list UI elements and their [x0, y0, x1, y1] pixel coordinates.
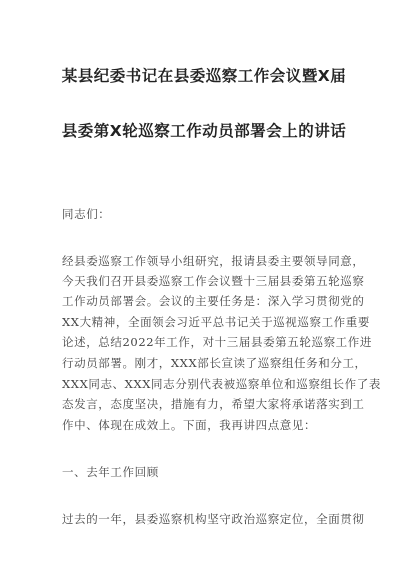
paragraph-line: 行动员部署。刚才，XXX部长宣读了巡察组任务和分工， — [62, 356, 367, 370]
paragraph-line: 经县委巡察工作领导小组研究，报请县委主要领导同意， — [62, 254, 365, 268]
section-heading: 一、去年工作回顾 — [62, 465, 159, 479]
paragraph-line: XX大精神，全面领会习近平总书记关于巡视巡察工作重要 — [62, 315, 370, 329]
paragraph-line: 工作动员部署会。会议的主要任务是：深入学习贯彻党的 — [62, 294, 365, 308]
paragraph-line: 今天我们召开县委巡察工作会议暨十三届县委第五轮巡察 — [62, 274, 365, 288]
paragraph-line: XXX同志、XXX同志分别代表被巡察单位和巡察组长作了表 — [62, 377, 381, 391]
document-title-line-2: 县委第X轮巡察工作动员部署会上的讲话 — [61, 122, 347, 140]
document-title-line-1: 某县纪委书记在县委巡察工作会议暨X届 — [61, 67, 347, 85]
paragraph-line: 作中、体现在成效上。下面，我再讲四点意见： — [62, 418, 317, 432]
paragraph-line: 论述，总结2022年工作，对十三届县委第五轮巡察工作进 — [62, 335, 372, 349]
paragraph-line: 过去的一年，县委巡察机构坚守政治巡察定位，全面贯彻 — [62, 512, 365, 526]
salutation: 同志们： — [62, 207, 111, 221]
paragraph-line: 态发言，态度坚决，措施有力，希望大家将承诺落实到工 — [62, 397, 365, 411]
